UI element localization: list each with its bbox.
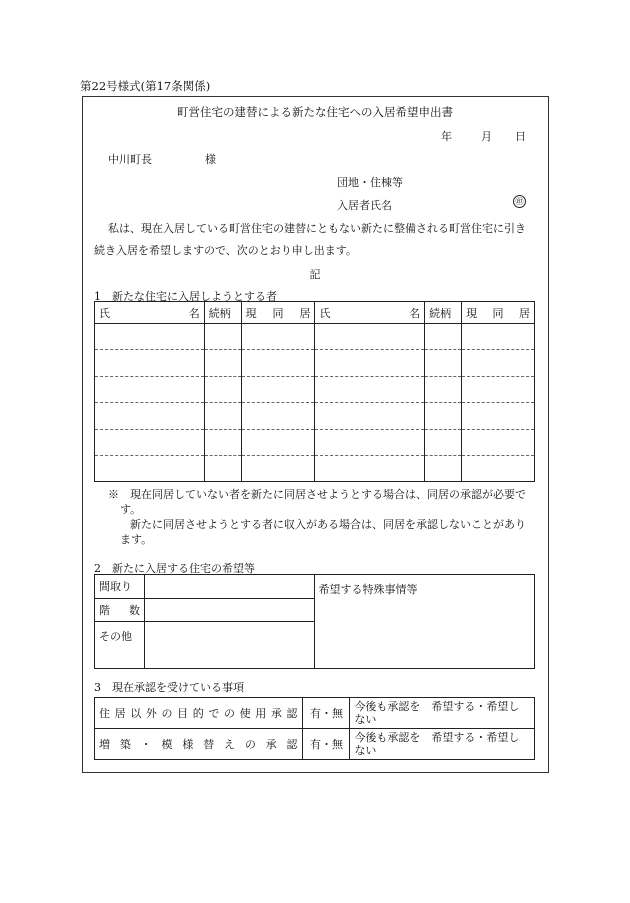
ki-heading: 記 <box>309 268 321 281</box>
table-row <box>95 350 535 376</box>
residents-table <box>94 301 535 482</box>
applicant-name-label: 入居者氏名 <box>337 199 392 212</box>
approval-future[interactable]: 今後も承認を 希望する・希望しない <box>350 698 535 729</box>
name-cell[interactable] <box>315 350 425 376</box>
cohabit-cell[interactable] <box>462 376 535 402</box>
name-cell[interactable] <box>95 376 205 402</box>
estate-label: 団地・住棟等 <box>337 176 403 189</box>
table-row <box>95 698 535 729</box>
date-month-label: 月 <box>481 130 492 143</box>
table-row <box>95 455 535 481</box>
relation-cell[interactable] <box>204 376 241 402</box>
section2-heading: 2 新たに入居する住宅の希望等 <box>94 562 255 575</box>
cohabit-cell[interactable] <box>462 403 535 429</box>
cohabit-cell[interactable] <box>241 403 315 429</box>
floor-label: 階 数 <box>95 598 145 622</box>
note1-line2: す。 <box>120 503 142 516</box>
cohabit-cell[interactable] <box>462 350 535 376</box>
cohabit-cell[interactable] <box>241 376 315 402</box>
name-cell[interactable] <box>95 429 205 455</box>
approval-choice[interactable]: 有・無 <box>303 729 350 760</box>
honorific: 様 <box>205 153 216 166</box>
approval-label: 住居以外の目的での使用承認 <box>95 698 303 729</box>
name-cell[interactable] <box>315 455 425 481</box>
relation-cell[interactable] <box>204 324 241 350</box>
other-field[interactable] <box>144 622 314 669</box>
other-label: その他 <box>95 622 145 669</box>
floor-field[interactable] <box>144 598 314 622</box>
relation-cell[interactable] <box>204 403 241 429</box>
date-year-label: 年 <box>441 130 452 143</box>
form-number: 第22号様式(第17条関係) <box>80 79 211 93</box>
cohabit-cell[interactable] <box>241 350 315 376</box>
table-row <box>95 403 535 429</box>
cohabit-cell[interactable] <box>462 429 535 455</box>
addressee: 中川町長 <box>108 153 152 166</box>
header-relation: 続柄 <box>425 302 462 324</box>
special-circumstances-label: 希望する特殊事情等 <box>318 583 418 596</box>
note1-line1: ※ 現在同居していない者を新たに同居させようとする場合は、同居の承認が必要で <box>108 488 526 501</box>
madori-field[interactable] <box>144 575 314 599</box>
relation-cell[interactable] <box>425 350 462 376</box>
name-cell[interactable] <box>95 324 205 350</box>
cohabit-cell[interactable] <box>462 324 535 350</box>
name-cell[interactable] <box>95 350 205 376</box>
current-approvals-table <box>94 697 535 760</box>
relation-cell[interactable] <box>425 324 462 350</box>
relation-cell[interactable] <box>425 455 462 481</box>
name-cell[interactable] <box>95 403 205 429</box>
relation-cell[interactable] <box>425 429 462 455</box>
approval-future[interactable]: 今後も承認を 希望する・希望しない <box>350 729 535 760</box>
relation-cell[interactable] <box>425 403 462 429</box>
table-row <box>95 376 535 402</box>
body-text-line1: 私は、現在入居している町営住宅の建替にともない新たに整備される町営住宅に引き <box>108 222 526 235</box>
header-relation: 続柄 <box>204 302 241 324</box>
madori-label: 間取り <box>95 575 145 599</box>
section3-heading: 3 現在承認を受けている事項 <box>94 681 244 694</box>
relation-cell[interactable] <box>204 350 241 376</box>
note2-line2: ます。 <box>120 533 153 546</box>
name-cell[interactable] <box>315 403 425 429</box>
special-circumstances-field[interactable] <box>314 575 535 669</box>
approval-choice[interactable]: 有・無 <box>303 698 350 729</box>
name-cell[interactable] <box>315 324 425 350</box>
relation-cell[interactable] <box>204 429 241 455</box>
name-cell[interactable] <box>315 429 425 455</box>
table-row <box>95 429 535 455</box>
table-header-row <box>95 302 535 324</box>
housing-preference-table <box>94 574 535 669</box>
table-row <box>95 324 535 350</box>
document-title: 町営住宅の建替による新たな住宅への入居希望申出書 <box>177 105 453 119</box>
approval-label: 増築・模様替えの承認 <box>95 729 303 760</box>
body-text-line2: 続き入居を希望しますので、次のとおり申し出ます。 <box>94 244 357 257</box>
relation-cell[interactable] <box>204 455 241 481</box>
table-row <box>95 729 535 760</box>
date-day-label: 日 <box>515 130 526 143</box>
cohabit-cell[interactable] <box>241 455 315 481</box>
header-cohabit: 現 同 居 <box>241 302 315 324</box>
cohabit-cell[interactable] <box>462 455 535 481</box>
relation-cell[interactable] <box>425 376 462 402</box>
header-name: 氏 名 <box>315 302 425 324</box>
seal-mark: ㊞ <box>513 195 526 208</box>
name-cell[interactable] <box>95 455 205 481</box>
header-name: 氏 名 <box>95 302 205 324</box>
cohabit-cell[interactable] <box>241 429 315 455</box>
header-cohabit: 現 同 居 <box>462 302 535 324</box>
name-cell[interactable] <box>315 376 425 402</box>
note2-line1: 新たに同居させようとする者に収入がある場合は、同居を承認しないことがあり <box>130 518 526 531</box>
section1-heading: 1 新たな住宅に入居しようとする者 <box>94 290 277 303</box>
cohabit-cell[interactable] <box>241 324 315 350</box>
